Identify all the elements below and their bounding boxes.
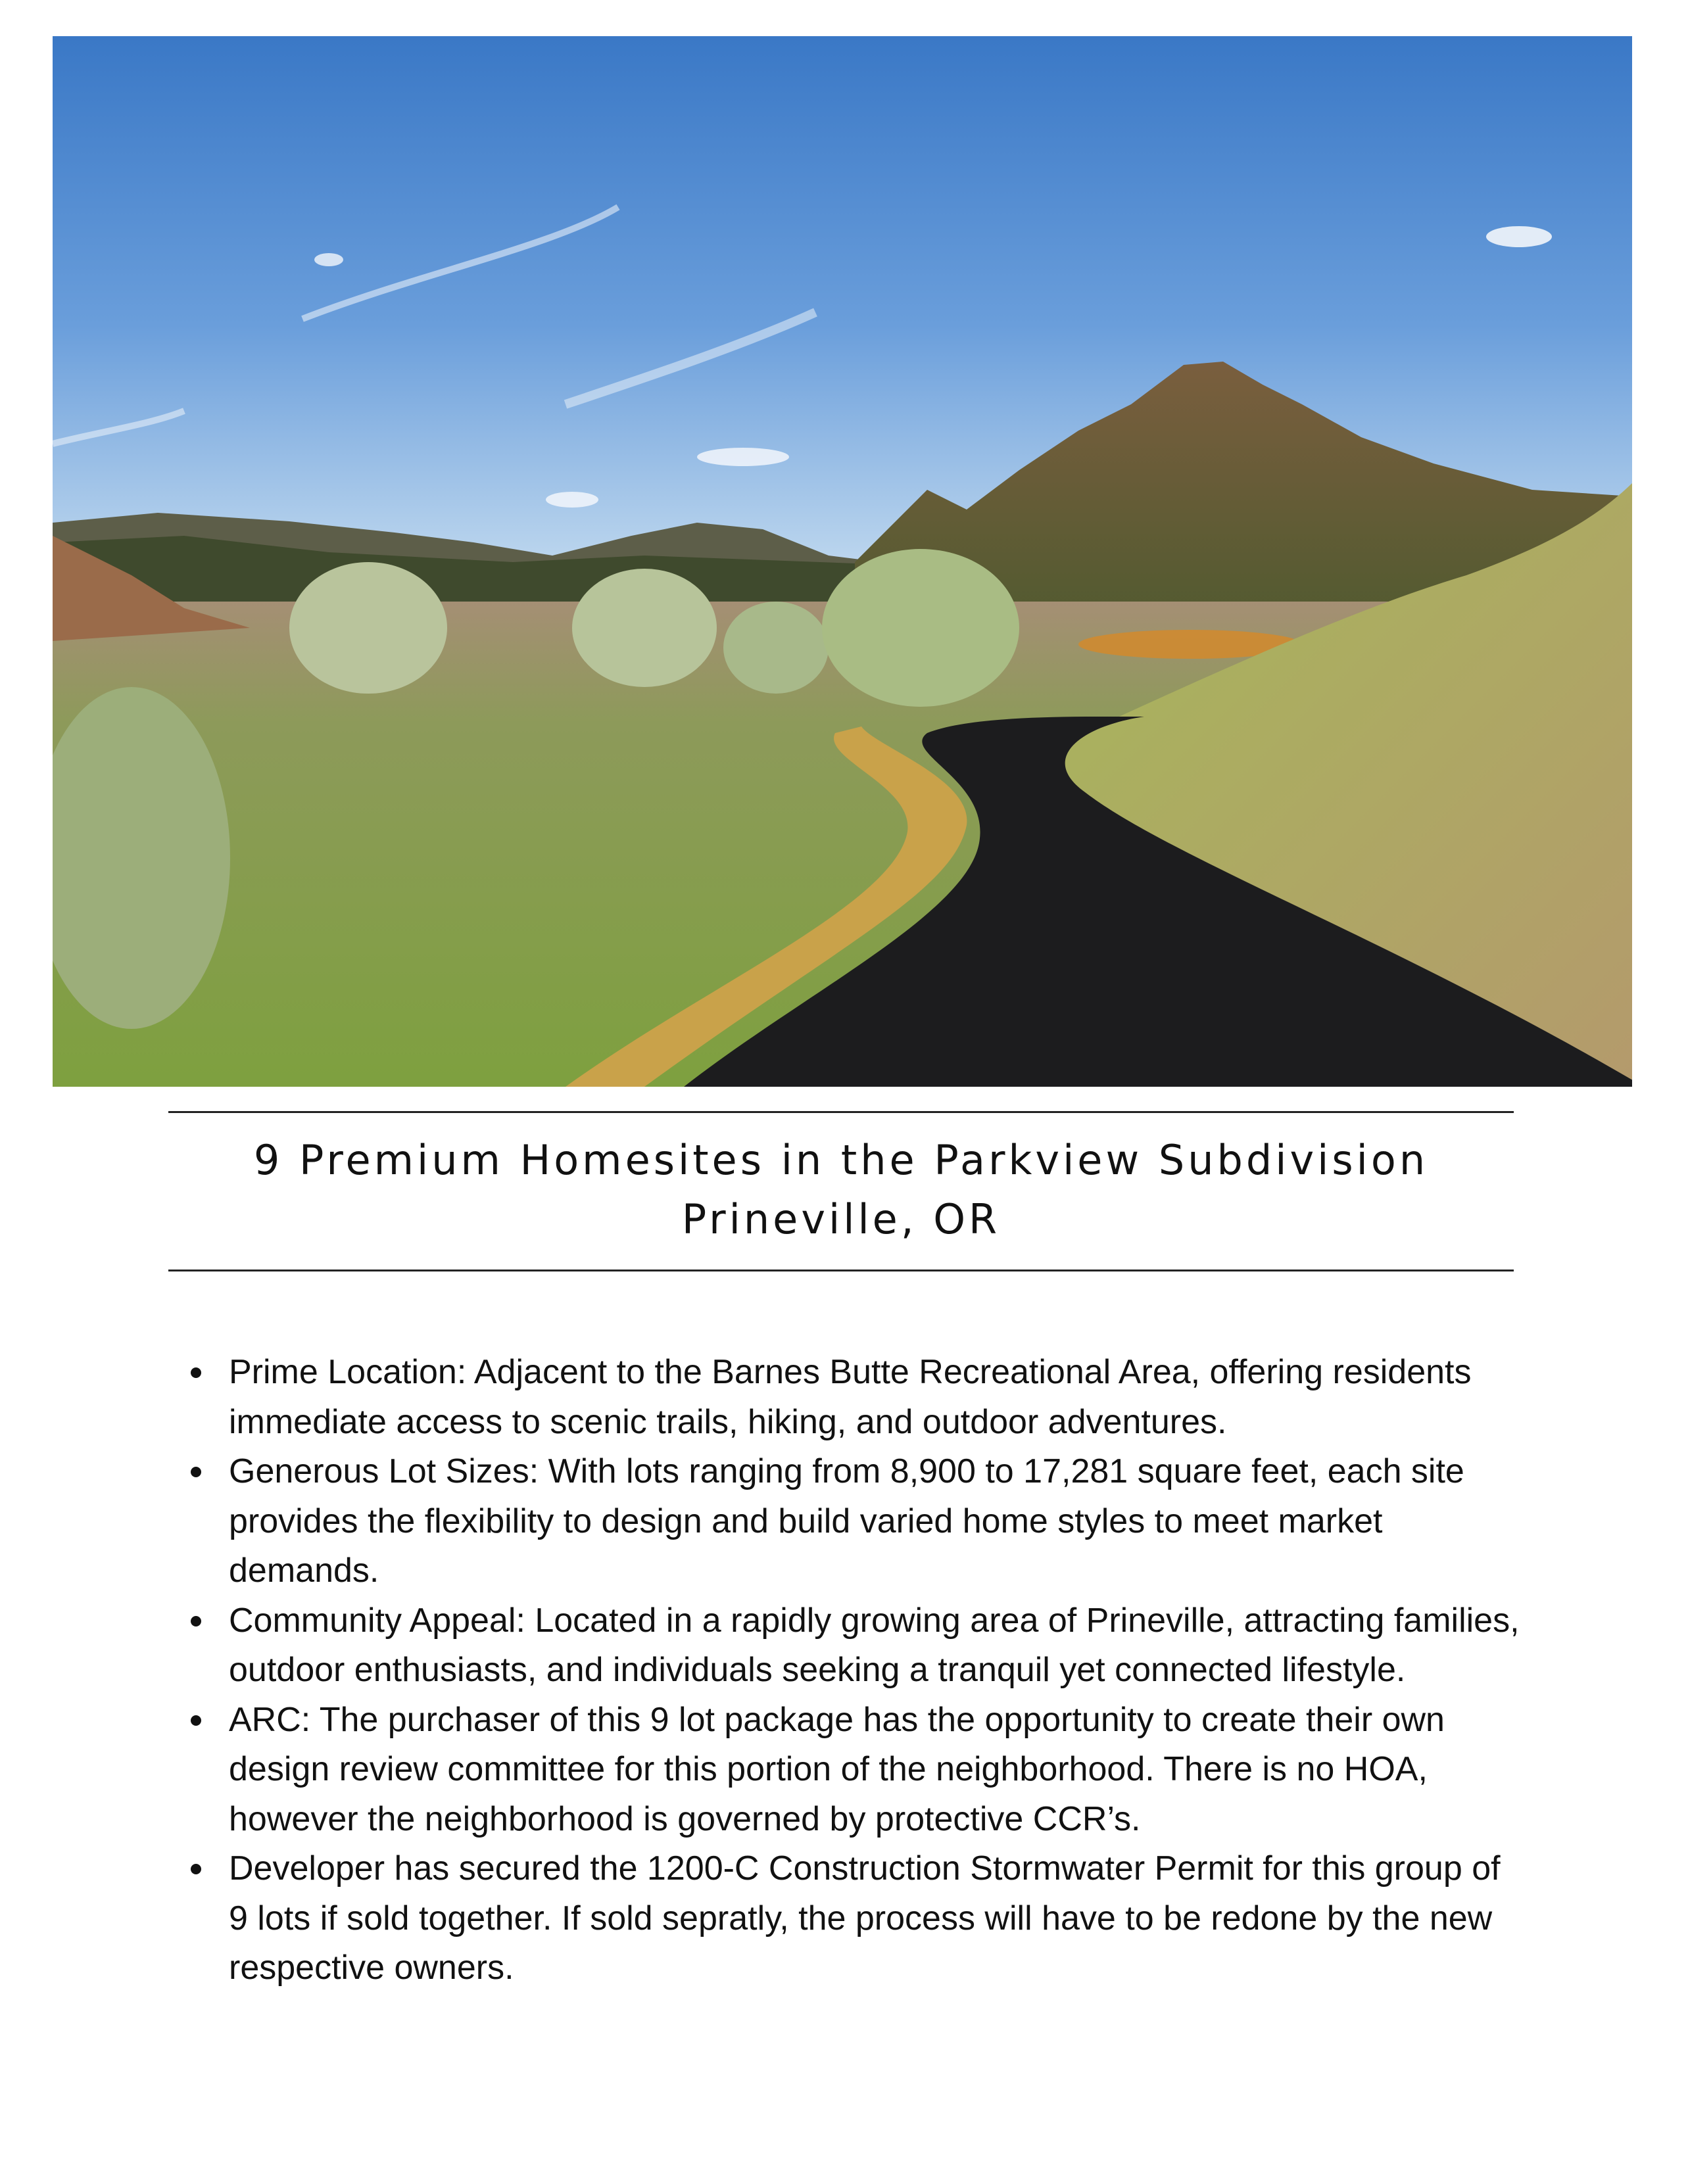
bullet-icon — [191, 1715, 201, 1726]
bullet-icon — [191, 1467, 201, 1477]
title-line-1: 9 Premium Homesites in the Parkview Subdivision — [253, 1136, 1429, 1184]
title-line-2: Prineville, OR — [681, 1195, 1001, 1243]
feature-text: Community Appeal: Located in a rapidly growing area of Prineville, attracting families, outdoor enthusiasts, and individuals seeking a tranquil yet connected lifestyle. — [229, 1601, 1520, 1689]
feature-text: Developer has secured the 1200-C Construction Stormwater Permit for this group of 9 lots if sold together. If sold sepratly, the process will have to be redone by the new respective owners. — [229, 1849, 1501, 1987]
list-item — [191, 1596, 1526, 1696]
list-item — [191, 1348, 1526, 1447]
list-item — [191, 1844, 1526, 1993]
feature-text: Prime Location: Adjacent to the Barnes Butte Recreational Area, offering residents immediate access to scenic trails, hiking, and outdoor adventures. — [229, 1353, 1472, 1441]
list-item — [191, 1447, 1526, 1596]
hero-photo — [53, 36, 1632, 1087]
bullet-icon — [191, 1616, 201, 1626]
feature-text: Generous Lot Sizes: With lots ranging from 8,900 to 17,281 square feet, each site provides the flexibility to design and build varied home styles to meet market demands. — [229, 1452, 1464, 1590]
title-top-rule — [168, 1111, 1514, 1113]
list-item — [191, 1696, 1526, 1845]
feature-list — [191, 1348, 1526, 1993]
feature-text: ARC: The purchaser of this 9 lot package has the opportunity to create their own design review committee for this portion of the neighborhood. There is no HOA, however the neighborhood is governed by protective CCR’s. — [229, 1700, 1445, 1838]
listing-title — [168, 1131, 1514, 1249]
title-bottom-rule — [168, 1270, 1514, 1271]
bullet-icon — [191, 1367, 201, 1378]
bullet-icon — [191, 1864, 201, 1874]
trail-landscape-image — [53, 36, 1632, 1087]
